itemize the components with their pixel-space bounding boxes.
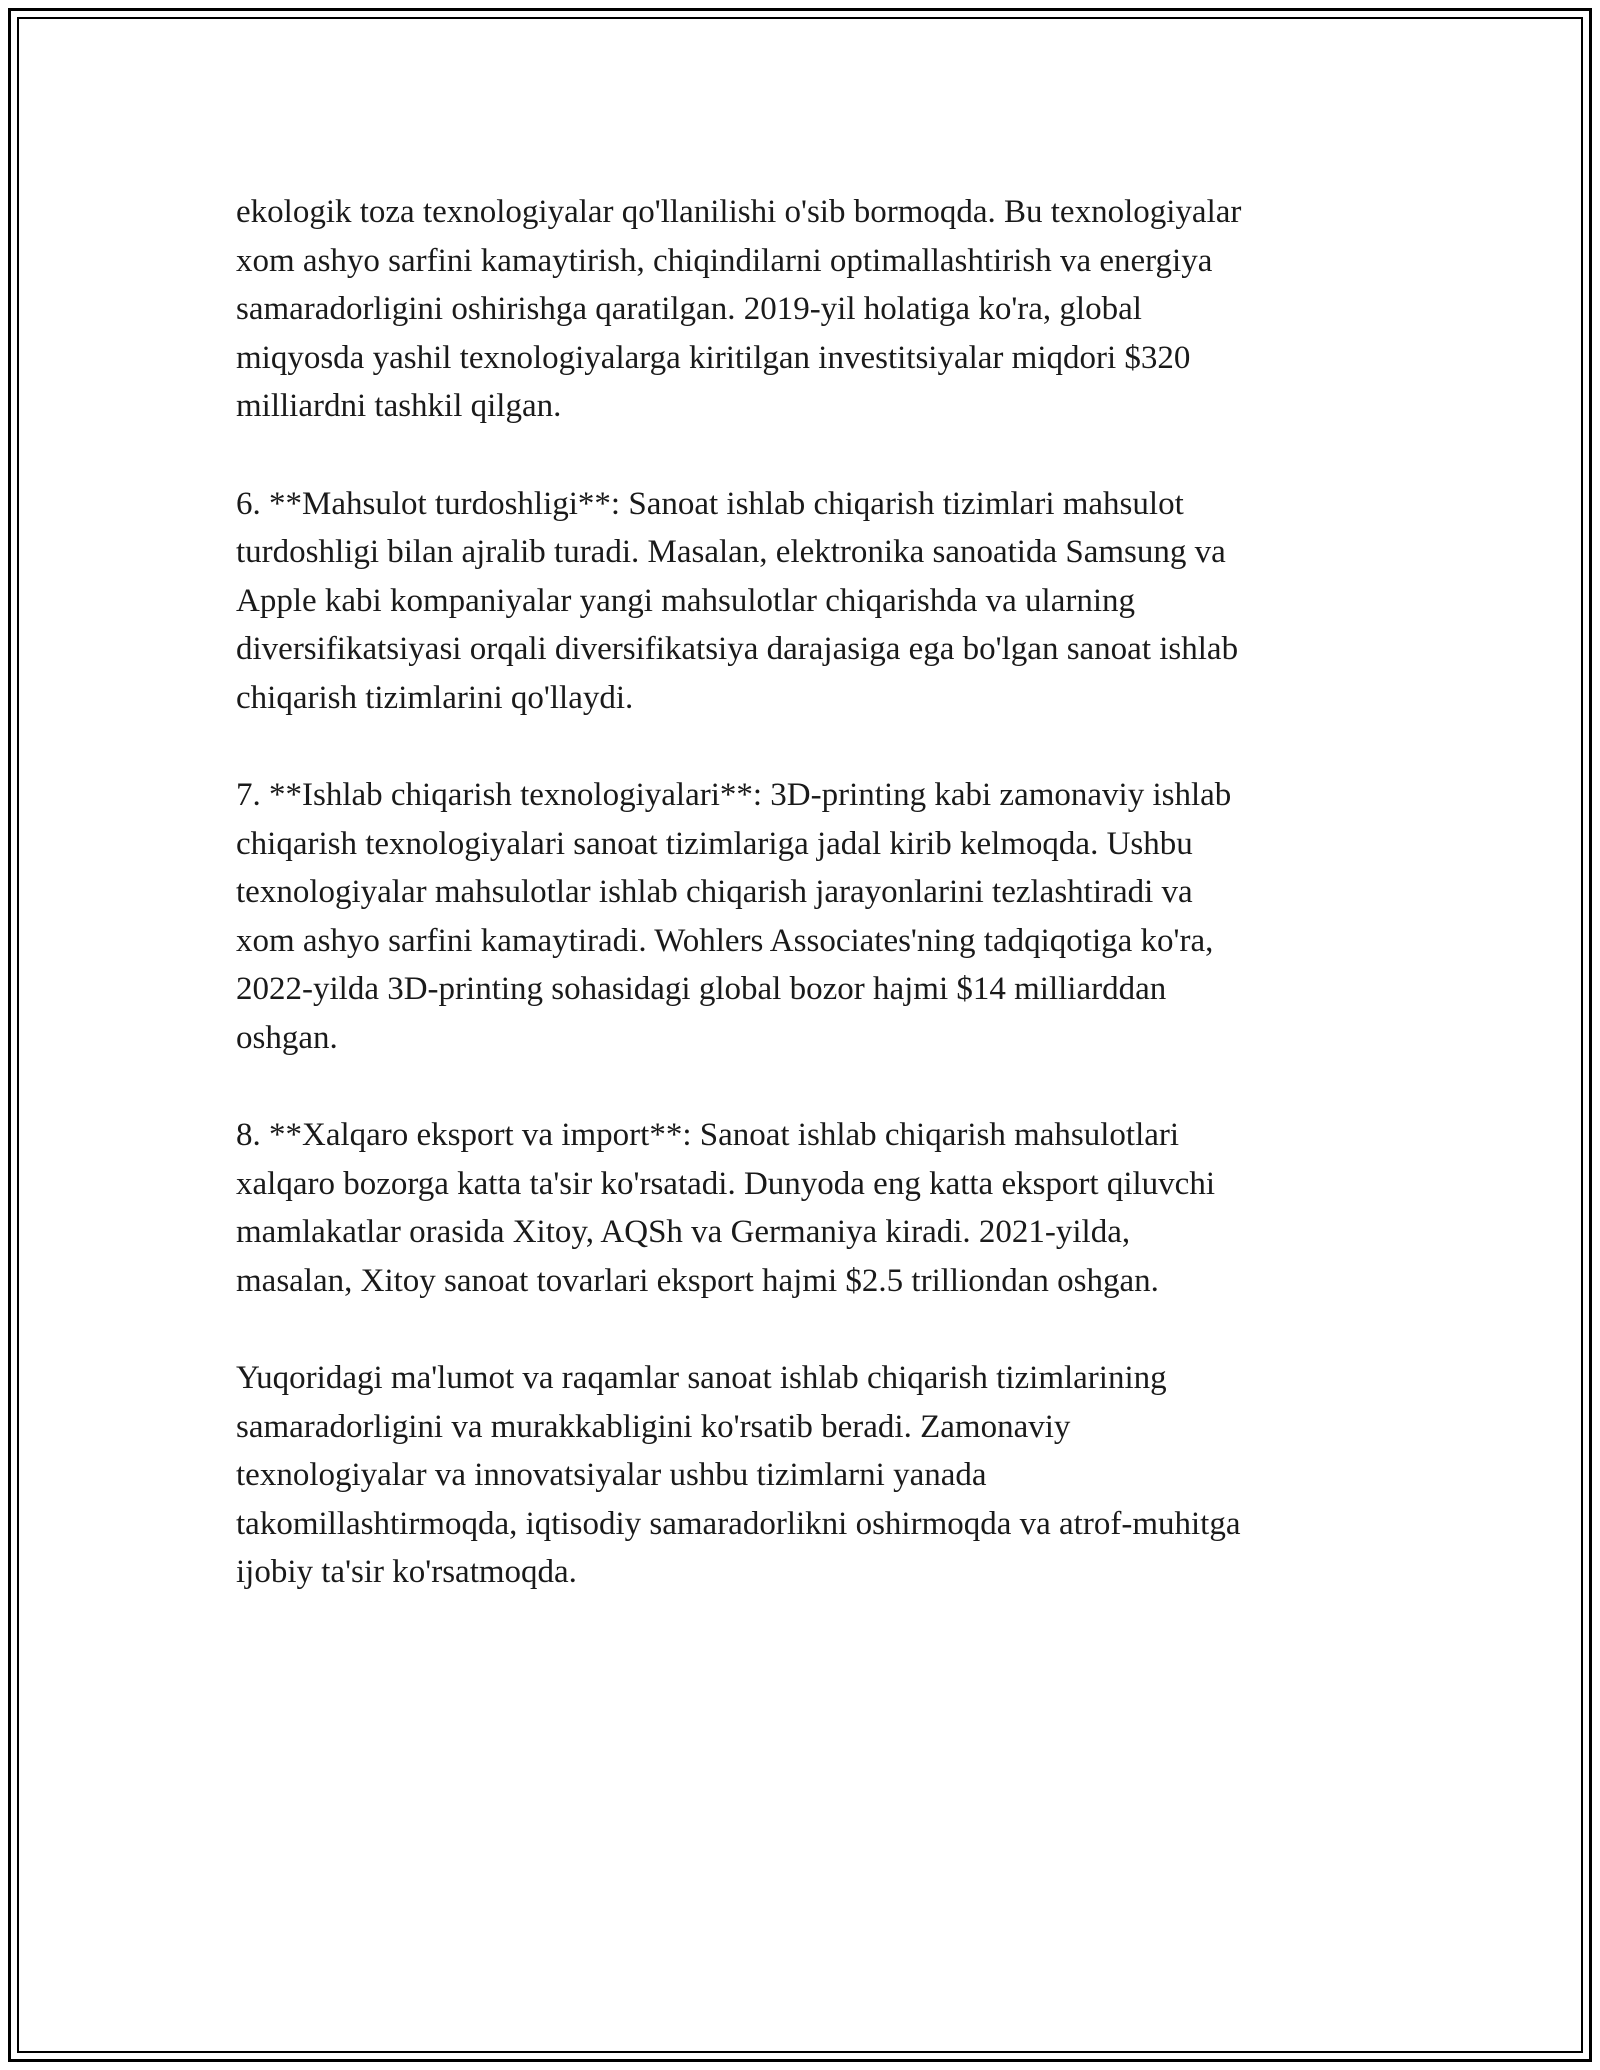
text-line: miqyosda yashil texnologiyalarga kiritilgan investitsiyalar miqdori $320 bbox=[236, 339, 1191, 376]
text-line: Yuqoridagi ma'lumot va raqamlar sanoat ishlab chiqarish tizimlarining bbox=[236, 1360, 1167, 1396]
text-line: takomillashtirmoqda, iqtisodiy samaradorlikni oshirmoqda va atrof-muhitga bbox=[236, 1505, 1241, 1542]
text-line: texnologiyalar mahsulotlar ishlab chiqarish jarayonlarini tezlashtiradi va bbox=[236, 874, 1193, 910]
paragraph-item-6-product-variety bbox=[236, 480, 1366, 723]
text-line: chiqarish texnologiyalari sanoat tizimlariga jadal kirib kelmoqda. Ushbu bbox=[236, 825, 1193, 862]
text-line: xom ashyo sarfini kamaytiradi. Wohlers Associates'ning tadqiqotiga ko'ra, bbox=[236, 922, 1214, 959]
text-line: samaradorligini va murakkabligini ko'rsatib beradi. Zamonaviy bbox=[236, 1408, 1071, 1445]
text-line: xalqaro bozorga katta ta'sir ko'rsatadi. Dunyoda eng katta eksport qiluvchi bbox=[236, 1165, 1215, 1202]
text-line: 6. **Mahsulot turdoshligi**: Sanoat ishlab chiqarish tizimlari mahsulot bbox=[236, 485, 1184, 522]
text-line: 2022-yilda 3D-printing sohasidagi global bozor hajmi $14 milliarddan bbox=[236, 971, 1167, 1007]
paragraph-conclusion bbox=[236, 1354, 1366, 1597]
paragraph-item-8-export-import bbox=[236, 1111, 1366, 1305]
text-line: ekologik toza texnologiyalar qo'llanilishi o'sib bormoqda. Bu texnologiyalar bbox=[236, 194, 1242, 230]
text-line: ijobiy ta'sir ko'rsatmoqda. bbox=[236, 1554, 577, 1590]
text-line: 8. **Xalqaro eksport va import**: Sanoat ishlab chiqarish mahsulotlari bbox=[236, 1117, 1180, 1153]
text-line: 7. **Ishlab chiqarish texnologiyalari**: 3D-printing kabi zamonaviy ishlab bbox=[236, 777, 1232, 813]
text-line: chiqarish tizimlarini qo'llaydi. bbox=[236, 679, 634, 716]
text-line: xom ashyo sarfini kamaytirish, chiqindilarni optimallashtirish va energiya bbox=[236, 242, 1213, 279]
text-line: samaradorligini oshirishga qaratilgan. 2019-yil holatiga ko'ra, global bbox=[236, 291, 1142, 327]
text-line: oshgan. bbox=[236, 1019, 338, 1056]
text-line: masalan, Xitoy sanoat tovarlari eksport hajmi $2.5 trilliondan oshgan. bbox=[236, 1262, 1159, 1299]
document-body bbox=[236, 188, 1366, 1646]
paragraph-green-technologies bbox=[236, 188, 1366, 431]
text-line: diversifikatsiyasi orqali diversifikatsiya darajasiga ega bo'lgan sanoat ishlab bbox=[236, 631, 1239, 667]
text-line: Apple kabi kompaniyalar yangi mahsulotlar chiqarishda va ularning bbox=[236, 582, 1135, 619]
text-line: milliardni tashkil qilgan. bbox=[236, 388, 562, 424]
text-line: mamlakatlar orasida Xitoy, AQSh va Germaniya kiradi. 2021-yilda, bbox=[236, 1214, 1131, 1250]
paragraph-item-7-production-technologies bbox=[236, 771, 1366, 1062]
text-line: texnologiyalar va innovatsiyalar ushbu tizimlarni yanada bbox=[236, 1457, 987, 1493]
text-line: turdoshligi bilan ajralib turadi. Masalan, elektronika sanoatida Samsung va bbox=[236, 534, 1226, 570]
